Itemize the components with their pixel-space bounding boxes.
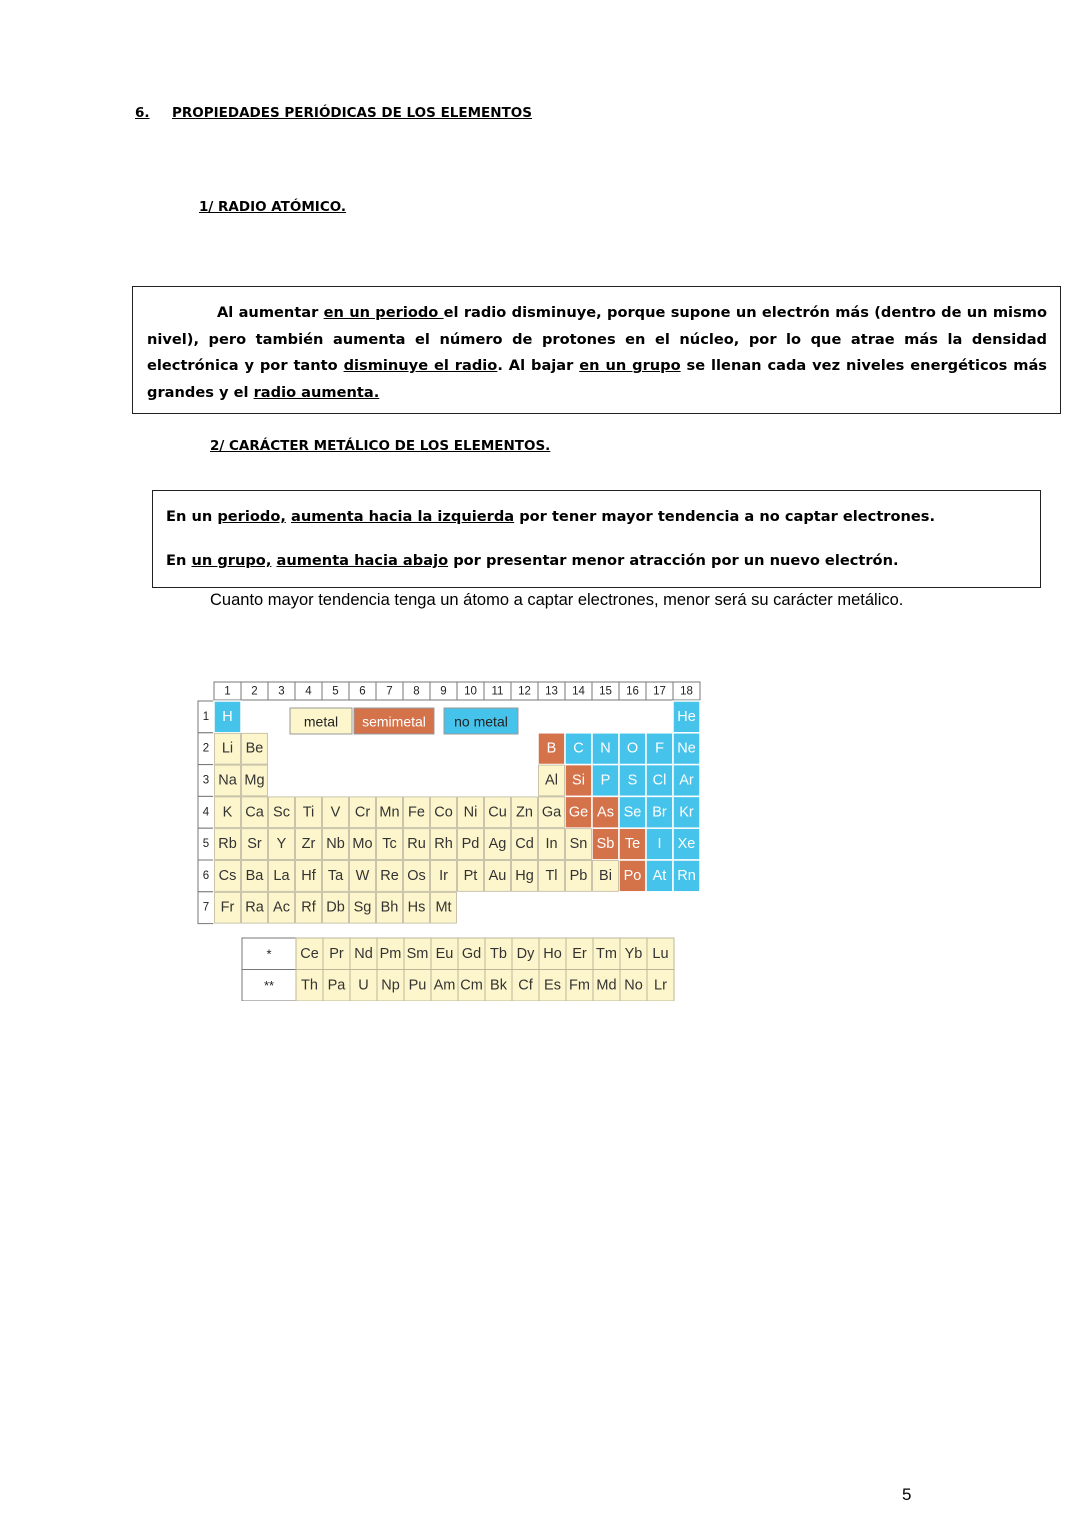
element-symbol: Si xyxy=(572,772,585,789)
series-element-symbol: Lr xyxy=(654,977,667,994)
element-symbol: Cr xyxy=(354,804,371,821)
element-symbol: Rh xyxy=(434,836,453,853)
group-number: 6 xyxy=(359,685,366,698)
text-segment: se llenan cada vez niveles energéticos más grandes y el xyxy=(147,357,1047,401)
legend-metal-label: metal xyxy=(303,713,339,730)
element-symbol: Cu xyxy=(488,804,507,821)
text-segment: En xyxy=(166,552,192,569)
element-symbol: Cl xyxy=(652,772,667,789)
element-symbol: Au xyxy=(488,867,507,884)
underlined-segment: periodo, xyxy=(217,508,286,525)
underlined-segment: radio aumenta. xyxy=(253,383,380,401)
element-symbol: Pd xyxy=(461,836,480,853)
element-symbol: Cd xyxy=(515,836,534,853)
group-number: 14 xyxy=(572,685,585,698)
series-label: ** xyxy=(263,977,275,993)
period-number: 7 xyxy=(202,901,210,914)
group-number: 7 xyxy=(386,685,393,698)
periodic-table-graphic xyxy=(197,681,717,1001)
element-symbol: Ir xyxy=(439,867,448,884)
element-symbol: P xyxy=(600,772,611,789)
element-symbol: Y xyxy=(276,836,287,853)
element-symbol: Mo xyxy=(352,836,373,853)
element-symbol: Po xyxy=(623,867,642,884)
series-element-symbol: Md xyxy=(596,977,617,994)
section-number: 6. xyxy=(135,105,150,121)
element-symbol: Ca xyxy=(245,804,264,821)
element-symbol: Sg xyxy=(353,899,372,916)
series-element-symbol: Gd xyxy=(461,945,482,962)
metalico-note: Cuanto mayor tendencia tenga un átomo a captar electrones, menor será su carácter metálico. xyxy=(210,591,904,609)
element-symbol: Ta xyxy=(327,867,344,884)
series-element-symbol: Ho xyxy=(543,945,562,962)
element-symbol: Na xyxy=(218,772,237,789)
element-symbol: Ba xyxy=(245,867,264,884)
element-symbol: Bh xyxy=(380,899,399,916)
element-symbol: Fr xyxy=(220,899,235,916)
element-symbol: Hs xyxy=(407,899,426,916)
series-element-symbol: Lu xyxy=(652,945,669,962)
element-symbol: I xyxy=(657,836,662,853)
element-symbol: Tc xyxy=(382,836,397,853)
element-symbol: S xyxy=(627,772,638,789)
element-symbol: Te xyxy=(624,836,641,853)
element-symbol: N xyxy=(600,740,611,757)
element-symbol: Li xyxy=(221,740,234,757)
group-number: 8 xyxy=(413,685,420,698)
element-symbol: In xyxy=(545,836,558,853)
element-symbol: C xyxy=(573,740,584,757)
element-symbol: Cs xyxy=(218,867,237,884)
text-segment: Al aumentar xyxy=(217,304,324,321)
text-segment: En un xyxy=(166,508,218,525)
group-number: 18 xyxy=(680,685,693,698)
element-symbol: B xyxy=(546,740,557,757)
element-symbol: Sn xyxy=(569,836,588,853)
group-number: 13 xyxy=(545,685,558,698)
series-element-symbol: Dy xyxy=(516,945,535,962)
element-symbol: Se xyxy=(623,804,642,821)
series-element-symbol: Es xyxy=(544,977,561,994)
series-element-symbol: Eu xyxy=(435,945,454,962)
element-symbol: Al xyxy=(545,772,558,789)
period-number: 5 xyxy=(202,838,210,851)
element-symbol: Xe xyxy=(677,836,696,853)
period-number: 3 xyxy=(202,774,210,787)
element-symbol: Ne xyxy=(677,740,696,757)
metalico-line-grupo xyxy=(166,551,1027,571)
element-symbol: O xyxy=(626,740,639,757)
series-element-symbol: Cm xyxy=(460,977,483,994)
group-number: 11 xyxy=(491,685,504,698)
element-symbol: Ag xyxy=(488,836,507,853)
period-number: 1 xyxy=(202,710,210,723)
series-element-symbol: Nd xyxy=(354,945,373,962)
underlined-segment: disminuye el radio xyxy=(343,357,498,374)
page-number: 5 xyxy=(902,1485,912,1504)
series-element-symbol: Pr xyxy=(329,945,344,962)
series-element-symbol: Pm xyxy=(379,945,402,962)
element-symbol: As xyxy=(597,804,614,821)
legend-nonmetal-label: no metal xyxy=(454,713,508,730)
group-number: 15 xyxy=(599,685,612,698)
subsection-title-metalico: 2/ CARÁCTER METÁLICO DE LOS ELEMENTOS. xyxy=(210,438,551,454)
element-symbol: Pb xyxy=(569,867,588,884)
periodic-table xyxy=(197,681,717,1001)
series-element-symbol: Bk xyxy=(490,977,507,994)
metalico-line-periodo xyxy=(166,507,1027,527)
subsection-title-radio: 1/ RADIO ATÓMICO. xyxy=(199,199,347,215)
group-number: 12 xyxy=(518,685,531,698)
element-symbol: Ac xyxy=(273,899,290,916)
element-symbol: Rn xyxy=(677,867,696,884)
group-number: 4 xyxy=(305,685,312,698)
underlined-segment: aumenta hacia abajo xyxy=(276,552,449,569)
element-symbol: Hg xyxy=(515,867,534,884)
element-symbol: Ga xyxy=(541,804,562,821)
radio-atomico-box xyxy=(132,286,1061,414)
series-element-symbol: Cf xyxy=(518,977,533,994)
element-symbol: Br xyxy=(652,804,667,821)
series-label: * xyxy=(266,946,272,962)
series-element-symbol: No xyxy=(624,977,643,994)
period-number: 2 xyxy=(202,742,210,755)
series-element-symbol: Tm xyxy=(596,945,617,962)
series-element-symbol: Am xyxy=(433,977,456,994)
element-symbol: Ra xyxy=(245,899,264,916)
element-symbol: V xyxy=(330,804,341,821)
element-symbol: Pt xyxy=(463,867,478,884)
element-symbol: At xyxy=(652,867,667,884)
element-symbol: Tl xyxy=(545,867,558,884)
element-symbol: Ti xyxy=(302,804,315,821)
element-symbol: Mt xyxy=(435,899,452,916)
group-number: 1 xyxy=(224,685,231,698)
element-symbol: Sc xyxy=(273,804,290,821)
element-symbol: Ni xyxy=(463,804,478,821)
element-symbol: Be xyxy=(245,740,264,757)
text-segment: por tener mayor tendencia a no captar electrones. xyxy=(514,508,936,525)
element-symbol: Zr xyxy=(301,836,316,853)
group-number: 5 xyxy=(332,685,339,698)
group-number: 3 xyxy=(278,685,285,698)
element-symbol: Os xyxy=(407,867,426,884)
element-symbol: Db xyxy=(326,899,345,916)
element-symbol: Kr xyxy=(679,804,694,821)
element-symbol: Mn xyxy=(379,804,400,821)
series-element-symbol: Th xyxy=(301,977,318,994)
element-symbol: W xyxy=(355,867,370,884)
series-element-symbol: Pu xyxy=(408,977,427,994)
element-symbol: Re xyxy=(380,867,399,884)
underlined-segment: en un periodo xyxy=(323,304,444,321)
element-symbol: F xyxy=(655,740,664,757)
element-symbol: Zn xyxy=(516,804,533,821)
element-symbol: Ru xyxy=(407,836,426,853)
text-segment: . Al bajar xyxy=(497,357,580,374)
element-symbol: Nb xyxy=(326,836,345,853)
element-symbol: La xyxy=(273,867,290,884)
underlined-segment: aumenta hacia la izquierda xyxy=(291,508,515,525)
group-number: 10 xyxy=(464,685,477,698)
element-symbol: H xyxy=(222,708,233,725)
group-number: 2 xyxy=(251,685,258,698)
text-segment: por presentar menor atracción por un nuevo electrón. xyxy=(448,552,899,569)
series-element-symbol: Yb xyxy=(624,945,643,962)
legend-semimetal-label: semimetal xyxy=(362,713,426,730)
series-element-symbol: Sm xyxy=(406,945,429,962)
underlined-segment: un grupo, xyxy=(191,552,272,569)
element-symbol: Rb xyxy=(218,836,237,853)
series-element-symbol: Np xyxy=(381,977,400,994)
element-symbol: Ar xyxy=(679,772,694,789)
element-symbol: Ge xyxy=(568,804,589,821)
element-symbol: Rf xyxy=(301,899,316,916)
period-number: 4 xyxy=(202,806,210,819)
section-title: PROPIEDADES PERIÓDICAS DE LOS ELEMENTOS xyxy=(172,105,532,121)
period-number: 6 xyxy=(202,869,210,882)
text-segment: el radio disminuye, porque supone un electrón más (dentro de un mismo nivel), pero también aumenta el número de protones en el núcleo, por lo que atrae más la densidad electrónica y por tanto xyxy=(147,304,1047,374)
element-symbol: Sb xyxy=(596,836,615,853)
group-number: 16 xyxy=(626,685,639,698)
group-number: 9 xyxy=(440,685,447,698)
element-symbol: Co xyxy=(434,804,453,821)
series-element-symbol: Ce xyxy=(300,945,319,962)
group-number: 17 xyxy=(653,685,666,698)
underlined-segment: en un grupo xyxy=(579,357,681,374)
radio-atomico-paragraph xyxy=(147,300,1047,406)
element-symbol: Fe xyxy=(408,804,425,821)
series-element-symbol: Pa xyxy=(327,977,346,994)
series-element-symbol: Fm xyxy=(569,977,590,994)
caracter-metalico-box xyxy=(152,490,1041,588)
element-symbol: Bi xyxy=(599,867,612,884)
series-element-symbol: U xyxy=(358,977,369,994)
series-element-symbol: Tb xyxy=(490,945,507,962)
element-symbol: K xyxy=(222,804,233,821)
element-symbol: He xyxy=(677,708,696,725)
series-element-symbol: Er xyxy=(572,945,587,962)
element-symbol: Hf xyxy=(301,867,316,884)
element-symbol: Sr xyxy=(247,836,262,853)
element-symbol: Mg xyxy=(244,772,265,789)
